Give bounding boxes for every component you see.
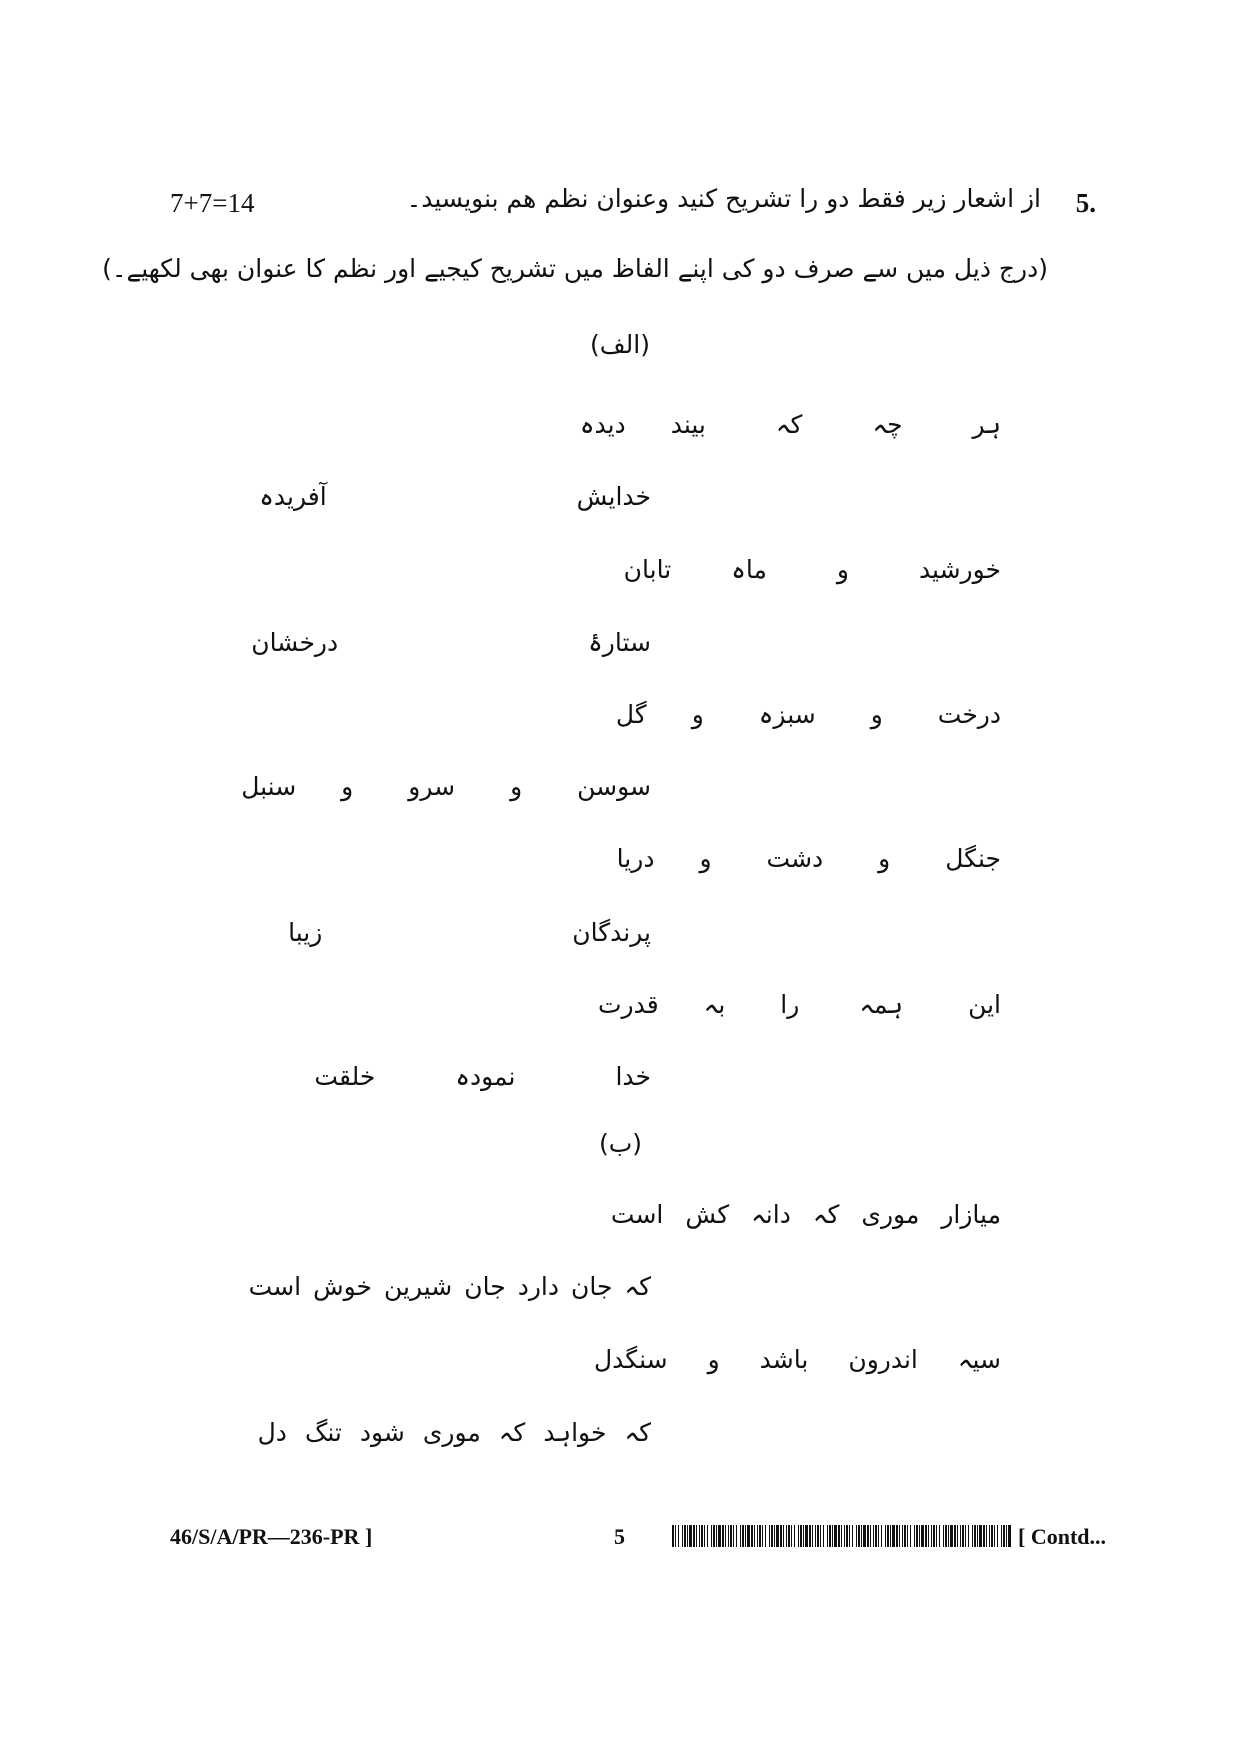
instruction-urdu: (درج ذیل میں سے صرف دو کی اپنے الفاظ میں تشریح کیجیے اور نظم کا عنوان بھی لکھیے۔) bbox=[102, 254, 1048, 283]
verse-word: خوش bbox=[313, 1272, 372, 1301]
verse-word: زیبا bbox=[288, 918, 323, 947]
verse-word: درخت bbox=[937, 700, 1001, 729]
verse-word: کہ bbox=[775, 410, 803, 439]
question-number: 5. bbox=[1075, 188, 1096, 218]
instruction-persian: از اشعار زیر فقط دو را تشریح کنید وعنوان نظم هم بنویسید۔ bbox=[406, 184, 1041, 213]
verse-word: سنگدل bbox=[594, 1345, 668, 1374]
verse-word: موری bbox=[861, 1200, 920, 1229]
verse-word: کہ bbox=[624, 1418, 651, 1447]
verse-word: کہ bbox=[624, 1272, 651, 1301]
verse-word: قدرت bbox=[597, 990, 659, 1019]
verse-word: چہ bbox=[872, 410, 903, 439]
question-marks: 7+7=14 bbox=[170, 188, 255, 218]
verse-line bbox=[314, 1062, 651, 1091]
verse-line bbox=[611, 1200, 1001, 1229]
verse-word: موری bbox=[422, 1418, 481, 1447]
contd-label: [ Contd... bbox=[1018, 1524, 1107, 1549]
verse-line bbox=[598, 990, 1001, 1019]
barcode bbox=[672, 1525, 1012, 1547]
verse-word: دانہ bbox=[751, 1200, 791, 1229]
verse-word: دشت bbox=[766, 844, 824, 873]
verse-word: این bbox=[968, 990, 1001, 1019]
verse-word: است bbox=[248, 1272, 302, 1301]
verse-line bbox=[288, 918, 651, 947]
verse-word: سبزہ bbox=[758, 700, 816, 729]
verse-word: را bbox=[780, 990, 800, 1019]
verse-line bbox=[258, 1418, 651, 1447]
verse-word: سیہ bbox=[957, 1345, 1001, 1374]
verse-word: و bbox=[870, 700, 883, 729]
verse-word: ہمہ bbox=[859, 990, 904, 1019]
verse-word: و bbox=[510, 772, 523, 801]
verse-word: جان bbox=[571, 1272, 613, 1301]
verse-line bbox=[241, 772, 651, 801]
verse-line bbox=[249, 1272, 651, 1301]
verse-word: خورشید bbox=[918, 555, 1001, 584]
verse-word: سوسن bbox=[577, 772, 651, 801]
verse-word: است bbox=[610, 1200, 664, 1229]
verse-word: درخشان bbox=[251, 628, 339, 657]
verse-word: کہ bbox=[812, 1200, 840, 1229]
verse-word: و bbox=[707, 1345, 720, 1374]
verse-word: خدایش bbox=[576, 482, 651, 511]
verse-word: خلقت bbox=[314, 1062, 376, 1091]
page-number: 5 bbox=[614, 1524, 625, 1549]
verse-word: و bbox=[878, 844, 891, 873]
verse-word: ماہ bbox=[731, 555, 767, 584]
verse-word: شیرین bbox=[383, 1272, 453, 1301]
verse-word: پرندگان bbox=[572, 918, 651, 947]
verse-word: تنگ bbox=[304, 1418, 342, 1447]
verse-word: تابان bbox=[623, 555, 672, 584]
verse-word: دریا bbox=[616, 844, 655, 873]
verse-word: کش bbox=[685, 1200, 730, 1229]
verse-word: جنگل bbox=[945, 844, 1001, 873]
verse-line bbox=[616, 700, 1001, 729]
verse-line bbox=[617, 844, 1001, 873]
verse-word: دل bbox=[257, 1418, 287, 1447]
verse-word: اندرون bbox=[848, 1345, 918, 1374]
verse-word: سنبل bbox=[241, 772, 297, 801]
verse-word: میازار bbox=[941, 1200, 1001, 1229]
verse-line bbox=[624, 555, 1001, 584]
verse-line bbox=[580, 410, 1001, 439]
verse-word: گل bbox=[615, 700, 647, 729]
verse-word: نمودہ bbox=[455, 1062, 516, 1091]
verse-word: بیند bbox=[670, 410, 706, 439]
verse-word: و bbox=[691, 700, 704, 729]
verse-word: آفریدہ bbox=[259, 482, 327, 511]
verse-word: ہر bbox=[972, 410, 1001, 439]
verse-line bbox=[259, 482, 651, 511]
verse-word: دیدہ bbox=[579, 410, 626, 439]
verse-word: باشد bbox=[759, 1345, 809, 1374]
verse-word: بہ bbox=[703, 990, 726, 1019]
paper-code: 46/S/A/PR—236-PR ] bbox=[170, 1524, 373, 1549]
verse-word: و bbox=[699, 844, 712, 873]
verse-word: خواہد bbox=[543, 1418, 607, 1447]
exam-page: 5. 7+7=14 از اشعار زیر فقط دو را تشریح کنید وعنوان نظم هم بنویسید۔ (درج ذیل میں سے صرف دو کی اپنے الفاظ میں تشریح کیجیے اور نظم کا عنوان بھی لکھیے۔) (الف) ہر چہ کہ بیند دیدہ خدایش آفریدہ خورشید و ماہ تابان ستارۂ درخشان درخت و سبزہ و گل سوسن و سرو و سنبل جنگل و دشت و دریا پرندگان زیبا این ہمہ را بہ قدرت خدا نمودہ خلقت (ب) میازار موری کہ دانہ کش است کہ جان دارد جان شیرین خوش است سیہ اندرون باشد و سنگدل کہ خواہد کہ موری شود تنگ دل 46/S/A/PR—236-PR ] 5 [ Contd... bbox=[0, 0, 1241, 1754]
verse-word: جان bbox=[464, 1272, 506, 1301]
verse-word: دارد bbox=[517, 1272, 559, 1301]
verse-word: خدا bbox=[615, 1062, 651, 1091]
verse-word: سرو bbox=[408, 772, 456, 801]
verse-word: و bbox=[341, 772, 354, 801]
verse-line bbox=[594, 1345, 1001, 1374]
verse-word: شود bbox=[359, 1418, 405, 1447]
verse-word: کہ bbox=[498, 1418, 526, 1447]
verse-word: و bbox=[836, 555, 849, 584]
section-b-label: (ب) bbox=[598, 1129, 643, 1158]
verse-word: ستارۂ bbox=[588, 628, 651, 657]
verse-line bbox=[251, 628, 651, 657]
